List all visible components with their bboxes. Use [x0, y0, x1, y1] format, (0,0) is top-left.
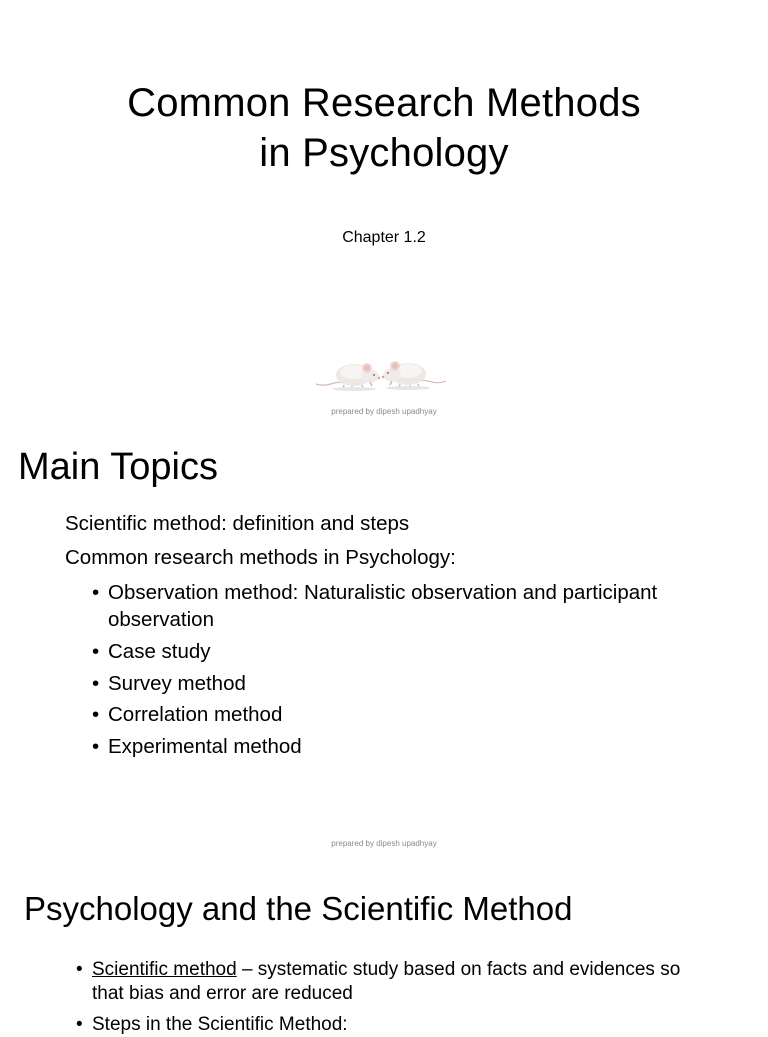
bullet-icon: •	[76, 959, 83, 980]
subtopic-text: Experimental method	[108, 735, 302, 758]
bullet-icon: •	[92, 640, 100, 663]
topic-item: Common research methods in Psychology:	[65, 546, 456, 569]
subtopic-item	[92, 638, 692, 665]
content-text: Steps in the Scientific Method:	[92, 1014, 348, 1035]
slide-title	[0, 78, 768, 178]
bullet-icon: •	[76, 1014, 83, 1035]
slide-footer: prepared by dipesh upadhyay	[331, 407, 437, 416]
slide-heading: Psychology and the Scientific Method	[24, 890, 573, 927]
subtopic-text: Survey method	[108, 672, 246, 695]
subtopic-item	[92, 579, 692, 633]
slide-footer: prepared by dipesh upadhyay	[331, 839, 437, 848]
definition-text: – systematic study based on facts and evidences so that bias and error are reduced	[92, 959, 681, 1004]
subtopic-text: Observation method: Naturalistic observation and participant observation	[108, 581, 658, 631]
subtopic-text: Correlation method	[108, 703, 283, 726]
topic-item: Scientific method: definition and steps	[65, 512, 410, 535]
subtopic-item	[92, 670, 692, 697]
slide-heading: Main Topics	[18, 446, 218, 488]
subtopic-text: Case study	[108, 640, 211, 663]
slide-subtitle: Chapter 1.2	[342, 229, 426, 246]
bullet-icon: •	[92, 735, 100, 758]
content-item	[76, 1013, 716, 1037]
mouse-right-icon	[382, 361, 446, 390]
subtopic-item	[92, 701, 692, 728]
subtopic-item	[92, 733, 692, 760]
term-scientific-method: Scientific method	[92, 959, 237, 980]
scientific-method-slide	[0, 862, 768, 1035]
bullet-icon: •	[92, 672, 100, 695]
topics-slide	[0, 432, 768, 862]
bullet-icon: •	[92, 703, 100, 726]
content-item	[76, 958, 716, 1006]
title-line-2: in Psychology	[259, 131, 509, 175]
title-slide	[0, 0, 768, 432]
bullet-icon: •	[92, 581, 100, 604]
title-line-1: Common Research Methods	[127, 81, 641, 125]
mice-image	[314, 350, 448, 394]
mouse-left-icon	[316, 363, 380, 391]
